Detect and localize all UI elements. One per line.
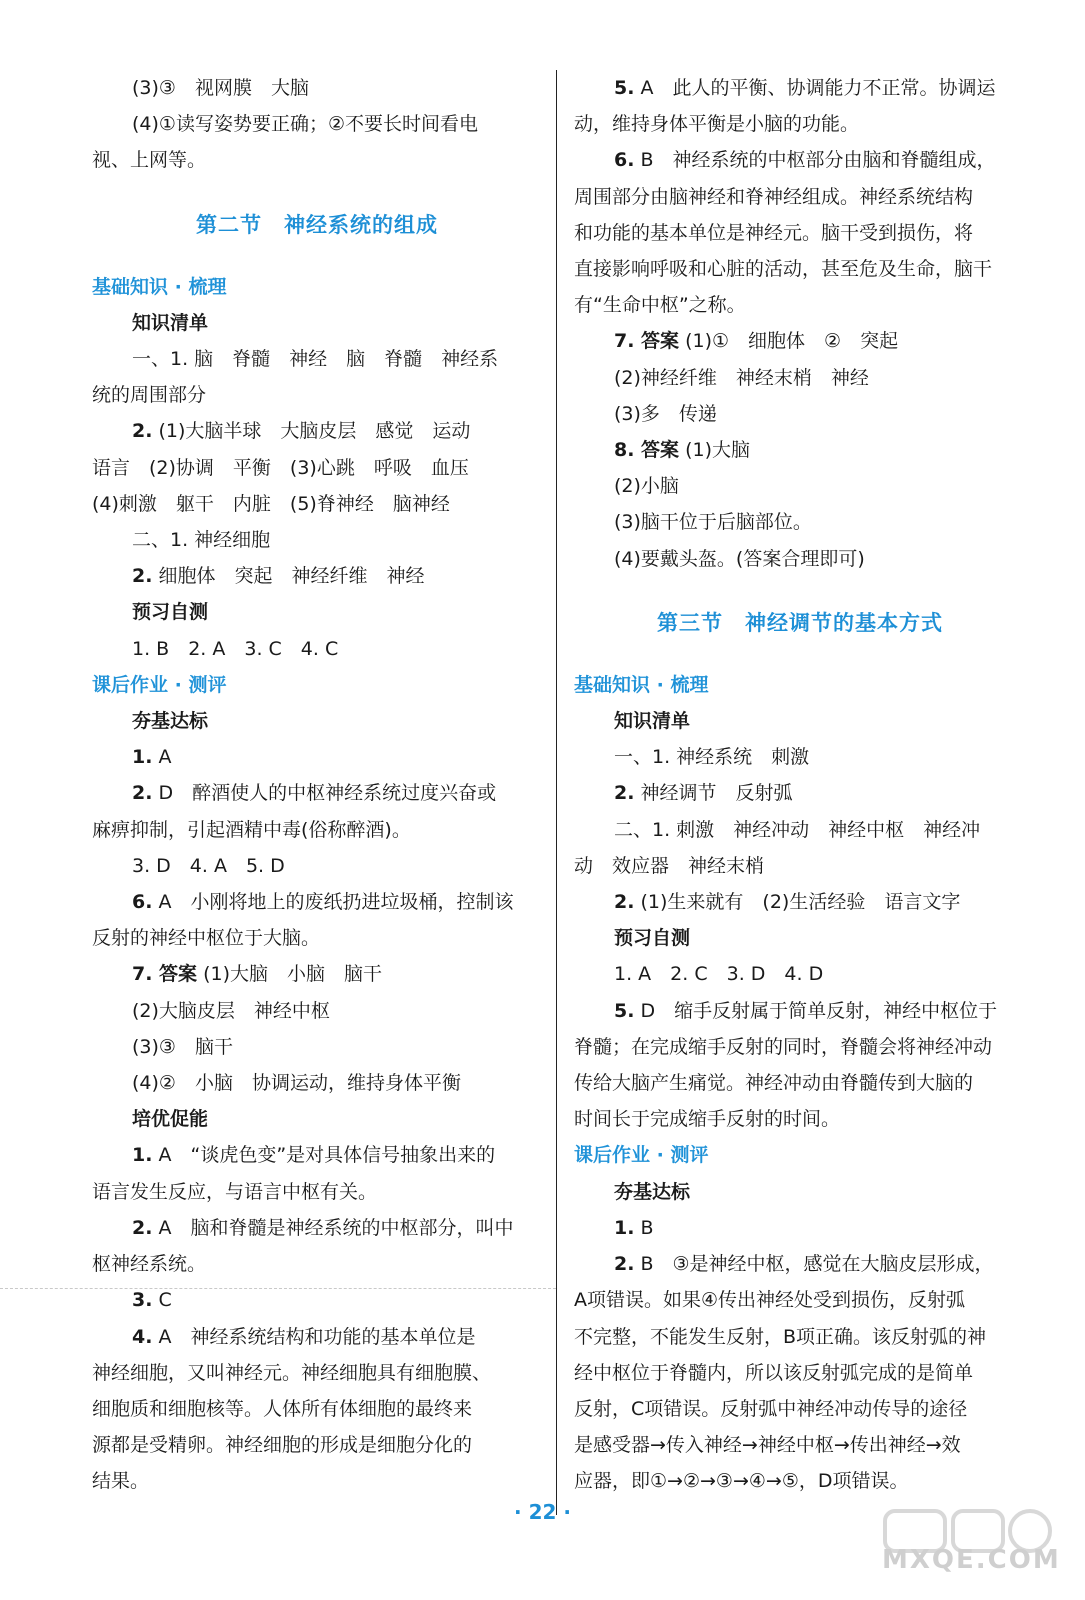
category-heading: 基础知识 · 梳理 bbox=[92, 275, 227, 298]
subheading: 培优促能 bbox=[132, 1108, 209, 1131]
subheading: 预习自测 bbox=[132, 601, 209, 624]
right-column bbox=[574, 70, 1026, 1500]
line-text: B bbox=[634, 1216, 654, 1239]
line-text: (4)② 小脑 协调运动，维持身体平衡 bbox=[132, 1072, 461, 1095]
text-line bbox=[574, 541, 1026, 577]
text-line bbox=[574, 215, 1026, 251]
subheading: 夯基达标 bbox=[614, 1180, 691, 1203]
text-line bbox=[574, 1319, 1026, 1355]
text-line bbox=[92, 884, 542, 920]
line-text: B ③是神经中枢，感觉在大脑皮层形成， bbox=[634, 1253, 994, 1276]
line-text: (1)① 细胞体 ② 突起 bbox=[679, 330, 899, 353]
line-text: 源都是受精卵。神经细胞的形成是细胞分化的 bbox=[92, 1434, 473, 1457]
line-text: 语言发生反应，与语言中枢有关。 bbox=[92, 1180, 378, 1203]
text-line bbox=[92, 1391, 542, 1427]
line-text: 语言 (2)协调 平衡 (3)心跳 呼吸 血压 bbox=[92, 456, 469, 479]
line-text: A 神经系统结构和功能的基本单位是 bbox=[152, 1325, 476, 1348]
text-line bbox=[92, 775, 542, 811]
text-line bbox=[92, 341, 542, 377]
question-number: 2. bbox=[132, 565, 153, 588]
line-text: (4)要戴头盔。(答案合理即可) bbox=[614, 547, 865, 570]
question-number: 5. bbox=[614, 999, 635, 1022]
text-line bbox=[92, 1463, 542, 1499]
text-line bbox=[574, 106, 1026, 142]
question-number: 8. 答案 bbox=[614, 439, 680, 462]
line-text: (3)多 传递 bbox=[614, 402, 717, 425]
text-line bbox=[574, 848, 1026, 884]
question-number: 6. bbox=[132, 891, 153, 914]
text-line bbox=[92, 631, 542, 667]
subheading: 预习自测 bbox=[614, 927, 691, 950]
section-title-text: 第二节 神经系统的组成 bbox=[196, 212, 438, 237]
line-text: 1. B 2. A 3. C 4. C bbox=[132, 637, 339, 660]
line-text: 动，维持身体平衡是小脑的功能。 bbox=[574, 113, 860, 136]
text-line bbox=[92, 70, 542, 106]
category-heading: 课后作业 · 测评 bbox=[92, 673, 227, 696]
line-text: D 醉酒使人的中枢神经系统过度兴奋或 bbox=[152, 782, 497, 805]
question-number: 2. bbox=[614, 782, 635, 805]
text-line bbox=[92, 1282, 542, 1318]
question-number: 6. bbox=[614, 149, 635, 172]
line-text: (1)大脑 bbox=[679, 439, 751, 462]
line-text: 和功能的基本单位是神经元。脑干受到损伤，将 bbox=[574, 221, 974, 244]
line-text: 神经调节 反射弧 bbox=[634, 782, 793, 805]
text-line bbox=[574, 993, 1026, 1029]
question-number: 5. bbox=[614, 77, 635, 99]
text-line bbox=[92, 1319, 542, 1355]
line-text: B 神经系统的中枢部分由脑和脊髓组成， bbox=[634, 149, 996, 172]
line-text: 二、1. 神经细胞 bbox=[132, 529, 271, 552]
text-line bbox=[92, 142, 542, 178]
line-text: A 小刚将地上的废纸扔进垃圾桶，控制该 bbox=[152, 891, 514, 914]
text-line bbox=[92, 522, 542, 558]
text-line bbox=[92, 1174, 542, 1210]
question-number: 2. bbox=[132, 782, 153, 805]
text-line bbox=[92, 848, 542, 884]
line-text: 反射，C项错误。反射弧中神经冲动传导的途径 bbox=[574, 1397, 968, 1420]
line-text: 麻痹抑制，引起酒精中毒(俗称醉酒)。 bbox=[92, 818, 411, 841]
line-text: 枢神经系统。 bbox=[92, 1253, 207, 1276]
text-line bbox=[92, 739, 542, 775]
line-text: (2)大脑皮层 神经中枢 bbox=[132, 999, 330, 1022]
text-line bbox=[92, 377, 542, 413]
line-text: 直接影响呼吸和心脏的活动，甚至危及生命，脑干 bbox=[574, 258, 993, 281]
page-number: · 22 · bbox=[514, 1500, 571, 1524]
line-text: A 脑和脊髓是神经系统的中枢部分，叫中 bbox=[152, 1216, 514, 1239]
question-number: 4. bbox=[132, 1325, 153, 1348]
line-text: A “谈虎色变”是对具体信号抽象出来的 bbox=[152, 1144, 496, 1167]
column-divider bbox=[556, 70, 557, 1515]
line-text: 二、1. 刺激 神经冲动 神经中枢 神经冲 bbox=[614, 818, 981, 841]
text-line bbox=[574, 251, 1026, 287]
line-text: 一、1. 脑 脊髓 神经 脑 脊髓 神经系 bbox=[132, 348, 499, 371]
text-line bbox=[574, 956, 1026, 992]
text-line bbox=[574, 1101, 1026, 1137]
line-text: (3)③ 视网膜 大脑 bbox=[132, 77, 309, 99]
text-line bbox=[574, 1210, 1026, 1246]
category-heading: 基础知识 · 梳理 bbox=[574, 673, 709, 696]
text-line bbox=[574, 1427, 1026, 1463]
line-text: 时间长于完成缩手反射的时间。 bbox=[574, 1108, 841, 1131]
subheading: 知识清单 bbox=[614, 710, 691, 733]
line-text: 一、1. 神经系统 刺激 bbox=[614, 746, 810, 769]
text-line bbox=[574, 1463, 1026, 1499]
section-title-text: 第三节 神经调节的基本方式 bbox=[657, 610, 943, 635]
line-text: A项错误。如果④传出神经处受到损伤，反射弧 bbox=[574, 1289, 966, 1312]
line-text: 3. D 4. A 5. D bbox=[132, 854, 285, 877]
line-text: 应器，即①→②→③→④→⑤，D项错误。 bbox=[574, 1470, 909, 1493]
category-heading: 课后作业 · 测评 bbox=[574, 1144, 709, 1167]
text-line bbox=[574, 432, 1026, 468]
line-text: (3)脑干位于后脑部位。 bbox=[614, 511, 812, 534]
line-text: 脊髓；在完成缩手反射的同时，脊髓会将神经冲动 bbox=[574, 1035, 993, 1058]
line-text: 动 效应器 神经末梢 bbox=[574, 854, 765, 877]
text-line bbox=[574, 884, 1026, 920]
line-text: (1)生来就有 (2)生活经验 语言文字 bbox=[634, 891, 961, 914]
section-title bbox=[574, 577, 1026, 667]
line-text: 1. A 2. C 3. D 4. D bbox=[614, 963, 824, 986]
line-text: (4)①读写姿势要正确；②不要长时间看电 bbox=[132, 113, 478, 136]
line-text: 细胞体 突起 神经纤维 神经 bbox=[152, 565, 425, 588]
text-line bbox=[92, 956, 542, 992]
line-text: 是感受器→传入神经→神经中枢→传出神经→效 bbox=[574, 1434, 961, 1457]
text-line bbox=[92, 1210, 542, 1246]
text-line bbox=[574, 812, 1026, 848]
line-text: (1)大脑 小脑 脑干 bbox=[197, 963, 383, 986]
text-line bbox=[574, 1282, 1026, 1318]
text-line bbox=[92, 1065, 542, 1101]
text-line bbox=[574, 142, 1026, 178]
line-text: 不完整，不能发生反射，B项正确。该反射弧的神 bbox=[574, 1325, 987, 1348]
line-text: 细胞质和细胞核等。人体所有体细胞的最终来 bbox=[92, 1397, 473, 1420]
section-title bbox=[92, 179, 542, 269]
line-text: A bbox=[152, 746, 172, 769]
text-line bbox=[574, 504, 1026, 540]
text-line bbox=[92, 1029, 542, 1065]
question-number: 2. bbox=[614, 891, 635, 914]
left-column bbox=[92, 70, 542, 1500]
text-line bbox=[92, 993, 542, 1029]
question-number: 2. bbox=[614, 1253, 635, 1276]
line-text: C bbox=[152, 1289, 172, 1312]
text-line bbox=[574, 468, 1026, 504]
text-line bbox=[574, 1246, 1026, 1282]
watermark-text: MXQE.COM bbox=[882, 1545, 1061, 1575]
text-line bbox=[574, 1065, 1026, 1101]
line-text: 经中枢位于脊髓内，所以该反射弧完成的是简单 bbox=[574, 1361, 974, 1384]
text-line bbox=[92, 1427, 542, 1463]
question-number: 7. 答案 bbox=[132, 963, 198, 986]
subheading: 知识清单 bbox=[132, 311, 209, 334]
question-number: 2. bbox=[132, 1216, 153, 1239]
subheading: 夯基达标 bbox=[132, 710, 209, 733]
text-line bbox=[92, 486, 542, 522]
text-line bbox=[574, 739, 1026, 775]
line-text: A 此人的平衡、协调能力不正常。协调运 bbox=[634, 77, 996, 99]
question-number: 1. bbox=[132, 746, 153, 769]
text-line bbox=[92, 413, 542, 449]
line-text: (2)小脑 bbox=[614, 475, 679, 498]
question-number: 1. bbox=[132, 1144, 153, 1167]
line-text: 神经细胞，又叫神经元。神经细胞具有细胞膜、 bbox=[92, 1361, 492, 1384]
text-line bbox=[92, 106, 542, 142]
line-text: 视、上网等。 bbox=[92, 149, 207, 172]
line-text: (1)大脑半球 大脑皮层 感觉 运动 bbox=[152, 420, 471, 443]
line-text: 传给大脑产生痛觉。神经冲动由脊髓传到大脑的 bbox=[574, 1072, 974, 1095]
text-line bbox=[574, 323, 1026, 359]
text-line bbox=[574, 287, 1026, 323]
text-line bbox=[574, 1355, 1026, 1391]
line-text: 有“生命中枢”之称。 bbox=[574, 294, 746, 317]
text-line bbox=[92, 920, 542, 956]
line-text: (2)神经纤维 神经末梢 神经 bbox=[614, 366, 869, 389]
line-text: 统的周围部分 bbox=[92, 384, 207, 407]
text-line bbox=[574, 179, 1026, 215]
line-text: (3)③ 脑干 bbox=[132, 1035, 233, 1058]
question-number: 3. bbox=[132, 1289, 153, 1312]
text-line bbox=[574, 360, 1026, 396]
text-line bbox=[574, 775, 1026, 811]
question-number: 2. bbox=[132, 420, 153, 443]
text-line bbox=[92, 1246, 542, 1282]
text-line bbox=[574, 70, 1026, 106]
text-line bbox=[92, 450, 542, 486]
text-line bbox=[92, 1355, 542, 1391]
text-line bbox=[574, 1391, 1026, 1427]
line-text: 周围部分由脑神经和脊神经组成。神经系统结构 bbox=[574, 185, 974, 208]
line-text: 结果。 bbox=[92, 1470, 150, 1493]
text-line bbox=[92, 558, 542, 594]
line-text: D 缩手反射属于简单反射，神经中枢位于 bbox=[634, 999, 998, 1022]
text-line bbox=[92, 812, 542, 848]
line-text: 反射的神经中枢位于大脑。 bbox=[92, 927, 321, 950]
text-line bbox=[574, 1029, 1026, 1065]
question-number: 7. 答案 bbox=[614, 330, 680, 353]
text-line bbox=[574, 396, 1026, 432]
question-number: 1. bbox=[614, 1216, 635, 1239]
text-line bbox=[92, 1137, 542, 1173]
line-text: (4)刺激 躯干 内脏 (5)脊神经 脑神经 bbox=[92, 492, 450, 515]
